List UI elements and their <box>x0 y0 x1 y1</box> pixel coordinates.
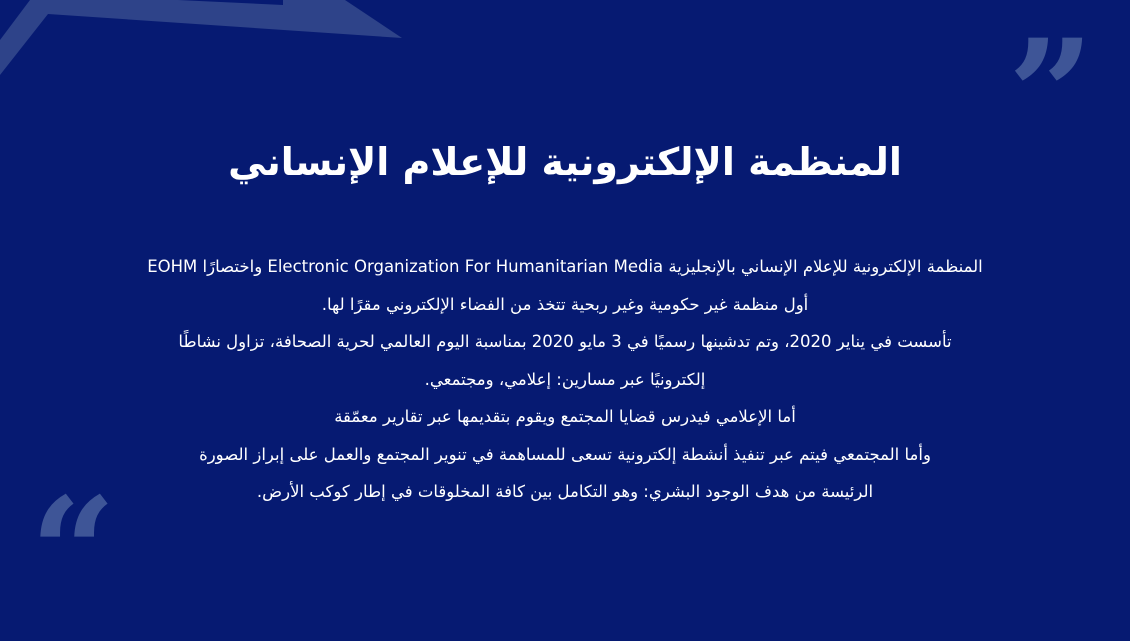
paragraph-line: تأسست في يناير 2020، وتم تدشينها رسميًا في 3 مايو 2020 بمناسبة اليوم العالمي لحرية الصحافة، تزاول نشاطًا <box>178 332 952 351</box>
paragraph-line: الرئيسة من هدف الوجود البشري: وهو التكامل بين كافة المخلوقات في إطار كوكب الأرض. <box>256 482 874 501</box>
page-title: المنظمة الإلكترونية للإعلام الإنساني <box>228 140 902 184</box>
decorative-arrow-shape <box>0 0 420 100</box>
closing-quote-icon: ” <box>1007 7 1094 183</box>
paragraph-line: أول منظمة غير حكومية وغير ربحية تتخذ من الفضاء الإلكتروني مقرًا لها. <box>321 294 809 314</box>
paragraph-line: المنظمة الإلكترونية للإعلام الإنساني بالإنجليزية Electronic Organization For Humanitarian Media واختصارًا EOHM <box>147 257 983 276</box>
paragraph-line: أما الإعلامي فيدرس قضايا المجتمع ويقوم بتقديمها عبر تقارير معمّقة <box>334 407 796 426</box>
paragraph-line: إلكترونيًا عبر مسارين: إعلامي، ومجتمعي. <box>424 369 706 389</box>
about-text <box>80 248 1050 511</box>
paragraph-line: وأما المجتمعي فيتم عبر تنفيذ أنشطة إلكترونية تسعى للمساهمة في تنوير المجتمع والعمل على إبراز الصورة <box>199 444 931 464</box>
opening-quote-icon: “ <box>30 465 117 641</box>
